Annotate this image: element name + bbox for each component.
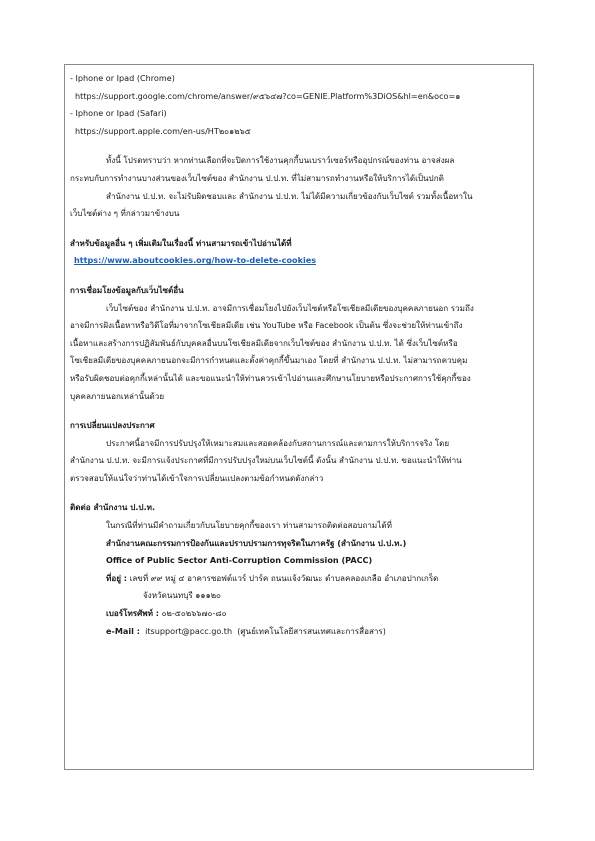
contact-section-heading: ติดต่อ สำนักงาน ป.ป.ท. <box>70 502 156 513</box>
paragraph-line: สำนักงาน ป.ป.ท. จะไม่รับผิดชอบและ สำนักงาน ป.ป.ท. ไม่ได้มีความเกี่ยวข้องกับเว็บไซต์ รวมทั้งเนื้อหาใน <box>106 190 473 201</box>
email-row <box>70 623 530 641</box>
address-line: จังหวัดนนทบุรี ๑๑๑๒๐ <box>143 590 221 601</box>
paragraph-line: บุคคลภายนอกเหล่านั้นด้วย <box>70 390 165 401</box>
aboutcookies-link[interactable]: https://www.aboutcookies.org/how-to-delete-cookies <box>74 255 317 266</box>
paragraph-line: ทั้งนี้ โปรดทราบว่า หากท่านเลือกที่จะปิดการใช้งานคุกกี้บนเบราว์เซอร์หรืออุปกรณ์ของท่าน อาจส่งผล <box>106 155 455 166</box>
paragraph-line: สำนักงาน ป.ป.ท. จะมีการแจ้งประกาศที่มีการปรับปรุงใหม่บนเว็บไซต์นี้ ดังนั้น สำนักงาน ป.ป.ท. ขอแนะนำให้ท่าน <box>70 455 462 466</box>
phone-label: เบอร์โทรศัพท์ : <box>106 608 160 619</box>
browser-name: - Iphone or Ipad (Chrome) <box>70 73 175 83</box>
document-body <box>70 70 530 640</box>
org-name-english: Office of Public Sector Anti-Corruption Commission (PACC) <box>106 555 373 566</box>
paragraph-line: เนื้อหาและสร้างการปฏิสัมพันธ์กับบุคคลอื่นบนโซเชียลมีเดียจากเว็บไซต์ของ สำนักงาน ป.ป.ท. ได้ ซึ่งเว็บไซต์หรือ <box>70 337 458 348</box>
changes-section-heading: การเปลี่ยนแปลงประกาศ <box>70 420 155 431</box>
contact-intro: ในกรณีที่ท่านมีคำถามเกี่ยวกับนโยบายคุกกี้ของเรา ท่านสามารถติดต่อสอบถามได้ที่ <box>106 520 392 531</box>
org-name-thai: สำนักงานคณะกรรมการป้องกันและปราบปรามการทุจริตในภาครัฐ (สำนักงาน ป.ป.ท.) <box>106 537 407 548</box>
address-line: เลขที่ ๙๙ หมู่ ๔ อาคารซอฟต์แวร์ ปาร์ค ถนนแจ้งวัฒนะ ตำบลคลองเกลือ อำเภอปากเกร็ด <box>129 572 439 583</box>
address-row <box>70 570 530 588</box>
paragraph-line: อาจมีการฝังเนื้อหาหรือวิดีโอที่มาจากโซเชียลมีเดีย เช่น YouTube หรือ Facebook เป็นต้น ซึ่งจะช่วยให้ท่านเข้าถึง <box>70 320 463 331</box>
more-info-heading: สำหรับข้อมูลอื่น ๆ เพิ่มเติมในเรื่องนี้ ท่านสามารถเข้าไปอ่านได้ที่ <box>70 237 292 248</box>
phone-number: ๐๒-๕๐๒๖๖๗๐-๘๐ <box>161 608 227 619</box>
paragraph-line: เว็บไซต์ต่าง ๆ ที่กล่าวมาข้างบน <box>70 208 180 219</box>
browser-url[interactable]: https://support.apple.com/en-us/HT๒๐๑๒๖๕ <box>75 125 251 136</box>
paragraph-line: เว็บไซต์ของ สำนักงาน ป.ป.ท. อาจมีการเชื่อมโยงไปยังเว็บไซต์หรือโซเชียลมีเดียของบุคคลภายนอก รวมถึง <box>106 302 474 313</box>
paragraph-line: โซเชียลมีเดียของบุคคลภายนอกจะมีการกำหนดและตั้งค่าคุกกี้ขึ้นมาเอง โดยที่ สำนักงาน ป.ป.ท. ไม่สามารถควบคุม <box>70 355 468 366</box>
paragraph-line: ประกาศนี้อาจมีการปรับปรุงให้เหมาะสมและสอดคล้องกับสถานการณ์และตามการให้บริการจริง โดย <box>106 437 450 448</box>
paragraph-line: กระทบกับการทำงานบางส่วนของเว็บไซต์ของ สำนักงาน ป.ป.ท. ที่ไม่สามารถทำงานหรือให้บริการได้เป็นปกติ <box>70 172 444 183</box>
email-address[interactable]: itsupport@pacc.go.th <box>145 625 233 636</box>
browser-url[interactable]: https://support.google.com/chrome/answer/๙๕๖๔๗?co=GENIE.Platform%3DiOS&hl=en&oco=๑ <box>75 90 461 101</box>
address-label: ที่อยู่ : <box>106 572 127 583</box>
email-note: (ศูนย์เทคโนโลยีสารสนเทศและการสื่อสาร) <box>237 625 386 636</box>
links-section-heading: การเชื่อมโยงข้อมูลกับเว็บไซต์อื่น <box>70 284 184 295</box>
paragraph-line: ตรวจสอบให้แน่ใจว่าท่านได้เข้าใจการเปลี่ยนแปลงตามข้อกำหนดดังกล่าว <box>70 472 324 483</box>
paragraph-line: หรือรับผิดชอบต่อคุกกี้เหล่านั้นได้ และขอแนะนำให้ท่านควรเข้าไปอ่านและศึกษานโยบายหรือประกาศการใช้คุกกี้ของ <box>70 372 471 383</box>
browser-name: - Iphone or Ipad (Safari) <box>70 108 167 119</box>
phone-row <box>70 605 530 623</box>
email-label: e-Mail : <box>106 625 140 636</box>
